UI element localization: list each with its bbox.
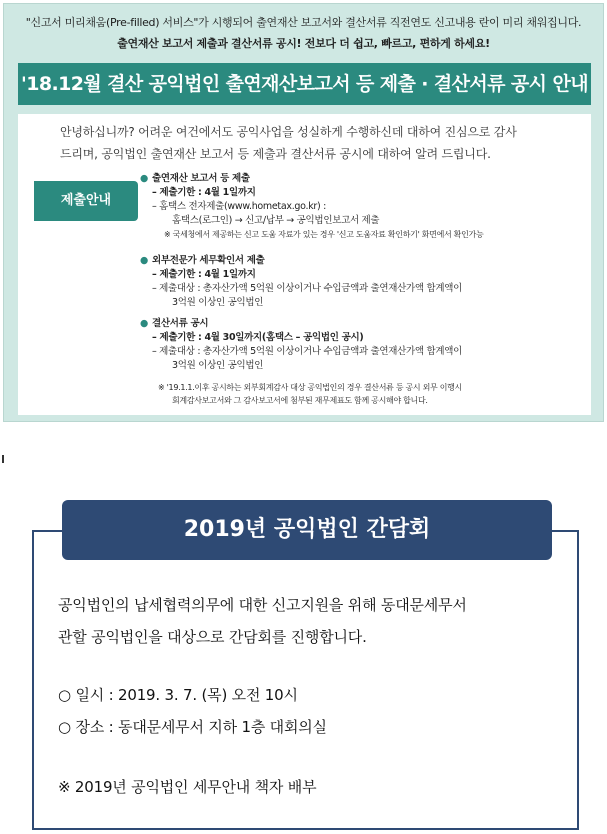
notice-banner: '18.12월 결산 공익법인 출연재산보고서 등 제출 · 결산서류 공시 안내: [18, 63, 591, 105]
bullet-icon: ●: [140, 255, 148, 266]
section-title: 출연재산 보고서 등 제출: [152, 173, 250, 184]
section-line: – 제출대상 : 총자산가액 5억원 이상이거나 수입금액과 출연재산가액 합계액이: [152, 283, 463, 294]
meeting-description: 공익법인의 납세협력의무에 대한 신고지원을 위해 동대문세무서: [58, 596, 467, 614]
intro-line: 드리며, 공익법인 출연재산 보고서 등 제출과 결산서류 공시에 대하여 알려 드립니다.: [60, 147, 491, 161]
meeting-note: ※ 2019년 공익법인 세무안내 책자 배부: [58, 778, 317, 796]
deadline-line: – 제출기한 : 4월 30일까지(홈택스 – 공익법인 공시): [152, 332, 364, 343]
notice-content: [18, 114, 591, 415]
meeting-date: ○ 일시 : 2019. 3. 7. (목) 오전 10시: [58, 686, 298, 704]
footnote: 회계감사보고서와 그 감사보고서에 첨부된 재무제표도 함께 공시해야 합니다.: [172, 396, 428, 405]
footnote: ※ '19.1.1.이후 공시하는 외부회계감사 대상 공익법인의 경우 결산서류 등 공시 외무 이행시: [158, 383, 462, 392]
section-line: 3억원 이상인 공익법인: [172, 360, 264, 371]
section-line: 3억원 이상인 공익법인: [172, 297, 264, 308]
meeting-place: ○ 장소 : 동대문세무서 지하 1층 대회의실: [58, 718, 327, 736]
meeting-description: 관할 공익법인을 대상으로 간담회를 진행합니다.: [58, 628, 367, 646]
submission-guide-tag: 제출안내: [34, 181, 138, 221]
section-title: 결산서류 공시: [152, 318, 209, 329]
bullet-icon: ●: [140, 318, 148, 329]
intro-line: 안녕하십니까? 어려운 여건에서도 공익사업을 성실하게 수행하신데 대하여 진심으로 감사: [60, 125, 517, 139]
deadline-line: – 제출기한 : 4월 1일까지: [152, 187, 256, 198]
slogan: 출연재산 보고서 제출과 결산서류 공시! 전보다 더 쉽고, 빠르고, 편하게 하세요!: [117, 37, 490, 50]
notice-image: [3, 3, 604, 422]
intro-text: [60, 121, 580, 165]
section-settlement-disclosure: [140, 317, 462, 373]
bullet-icon: ●: [140, 173, 148, 184]
meeting-title: 2019년 공익법인 간담회: [62, 500, 552, 560]
section-note: ※ 국세청에서 제공하는 신고 도움 자료가 있는 경우 '신고 도움자료 확인하기' 화면에서 확인가능: [164, 230, 484, 239]
divider-mark: [2, 455, 4, 463]
deadline-line: – 제출기한 : 4월 1일까지: [152, 269, 256, 280]
prefill-service-notice: "신고서 미리채움(Pre-filled) 서비스"가 시행되어 출연재산 보고서와 결산서류 직전연도 신고내용 란이 미리 채워집니다.: [25, 16, 582, 29]
section-line: – 홈택스 전자제출(www.hometax.go.kr) :: [152, 201, 327, 212]
section-title: 외부전문가 세무확인서 제출: [152, 255, 265, 266]
section-tax-confirmation: [140, 254, 462, 310]
section-line: – 제출대상 : 총자산가액 5억원 이상이거나 수입금액과 출연재산가액 합계액이: [152, 346, 463, 357]
section-asset-report: [140, 172, 483, 242]
section-line: 홈택스(로그인) → 신고/납부 → 공익법인보고서 제출: [172, 215, 380, 226]
